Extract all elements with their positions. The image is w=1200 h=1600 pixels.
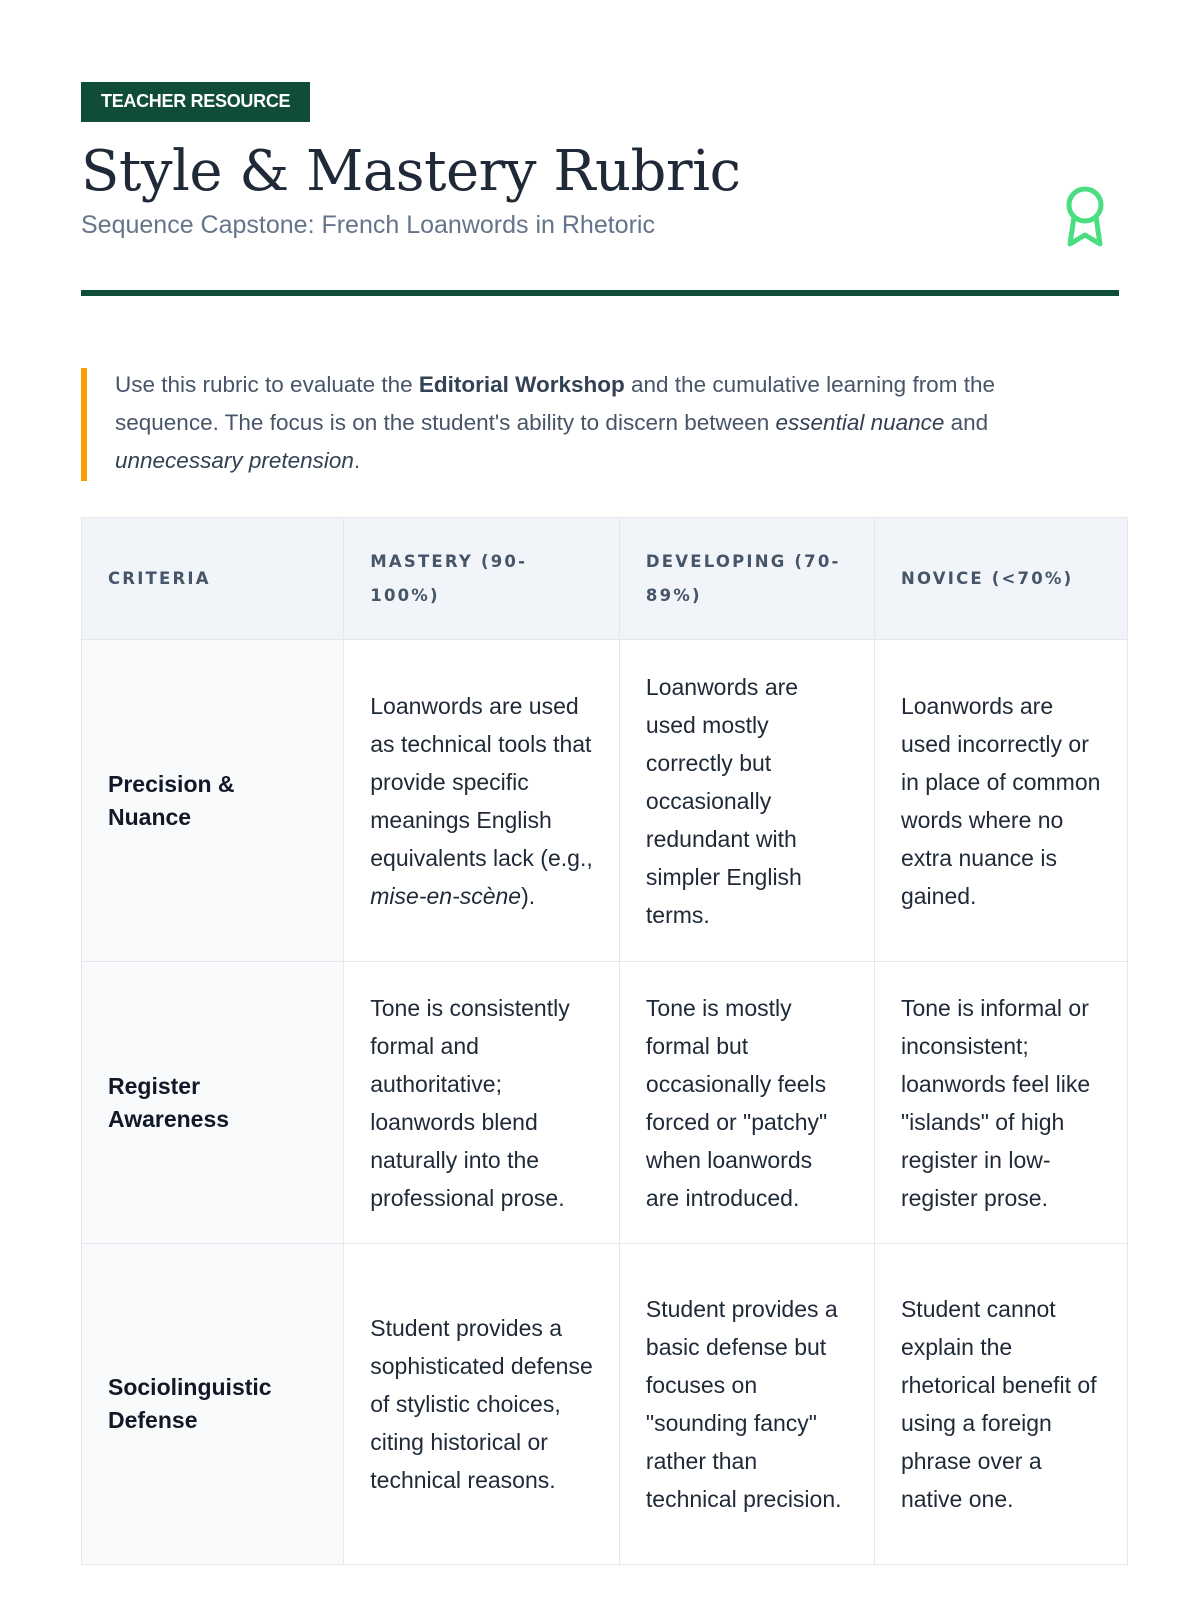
header-mastery: MASTERY (90-100%)	[344, 518, 620, 640]
mastery-text: Loanwords are used as technical tools that provide specific meanings English equivalents lack (e.g.,	[370, 692, 593, 871]
mastery-cell: Tone is consistently formal and authoritative; loanwords blend naturally into the professional prose.	[344, 962, 620, 1244]
developing-cell: Loanwords are used mostly correctly but occasionally redundant with simpler English terms.	[619, 640, 874, 962]
page-subtitle: Sequence Capstone: French Loanwords in Rhetoric	[81, 211, 655, 239]
teacher-resource-badge: TEACHER RESOURCE	[81, 82, 310, 122]
table-row	[82, 962, 1128, 1244]
criteria-cell: Precision & Nuance	[82, 640, 344, 962]
mastery-text-end: ).	[521, 882, 536, 909]
intro-bold-workshop: Editorial Workshop	[418, 372, 625, 397]
table-row	[82, 640, 1128, 962]
page-title: Style & Mastery Rubric	[81, 139, 741, 204]
criteria-cell: Sociolinguistic Defense	[82, 1244, 344, 1565]
page-header	[81, 82, 1119, 296]
intro-callout	[81, 366, 1065, 480]
intro-text-3: and	[944, 410, 989, 435]
header-criteria: CRITERIA	[82, 518, 344, 640]
novice-cell: Student cannot explain the rhetorical benefit of using a foreign phrase over a native one.	[874, 1244, 1127, 1565]
novice-cell: Loanwords are used incorrectly or in place of common words where no extra nuance is gained.	[874, 640, 1127, 962]
developing-cell: Tone is mostly formal but occasionally feels forced or "patchy" when loanwords are introduced.	[619, 962, 874, 1244]
header-novice: NOVICE (<70%)	[874, 518, 1127, 640]
award-ribbon-icon	[1063, 184, 1107, 250]
intro-text-1: Use this rubric to evaluate the	[115, 372, 419, 397]
table-row	[82, 1244, 1128, 1565]
intro-italic-nuance: essential nuance	[775, 410, 945, 435]
intro-text-4: .	[353, 448, 361, 473]
mastery-italic-term: mise-en-scène	[370, 882, 522, 909]
developing-cell: Student provides a basic defense but focuses on "sounding fancy" rather than technical precision.	[619, 1244, 874, 1565]
intro-text-2: and the cumulative learning from the sequence. The focus is on the student's ability to discern between	[115, 372, 995, 435]
intro-italic-pretension: unnecessary pretension	[115, 448, 354, 473]
mastery-cell: Student provides a sophisticated defense of stylistic choices, citing historical or technical reasons.	[344, 1244, 620, 1565]
rubric-table	[81, 517, 1128, 1565]
header-developing: DEVELOPING (70-89%)	[619, 518, 874, 640]
novice-cell: Tone is informal or inconsistent; loanwords feel like "islands" of high register in low-register prose.	[874, 962, 1127, 1244]
rubric-header-row	[82, 518, 1128, 640]
criteria-cell: Register Awareness	[82, 962, 344, 1244]
mastery-cell	[344, 640, 620, 962]
